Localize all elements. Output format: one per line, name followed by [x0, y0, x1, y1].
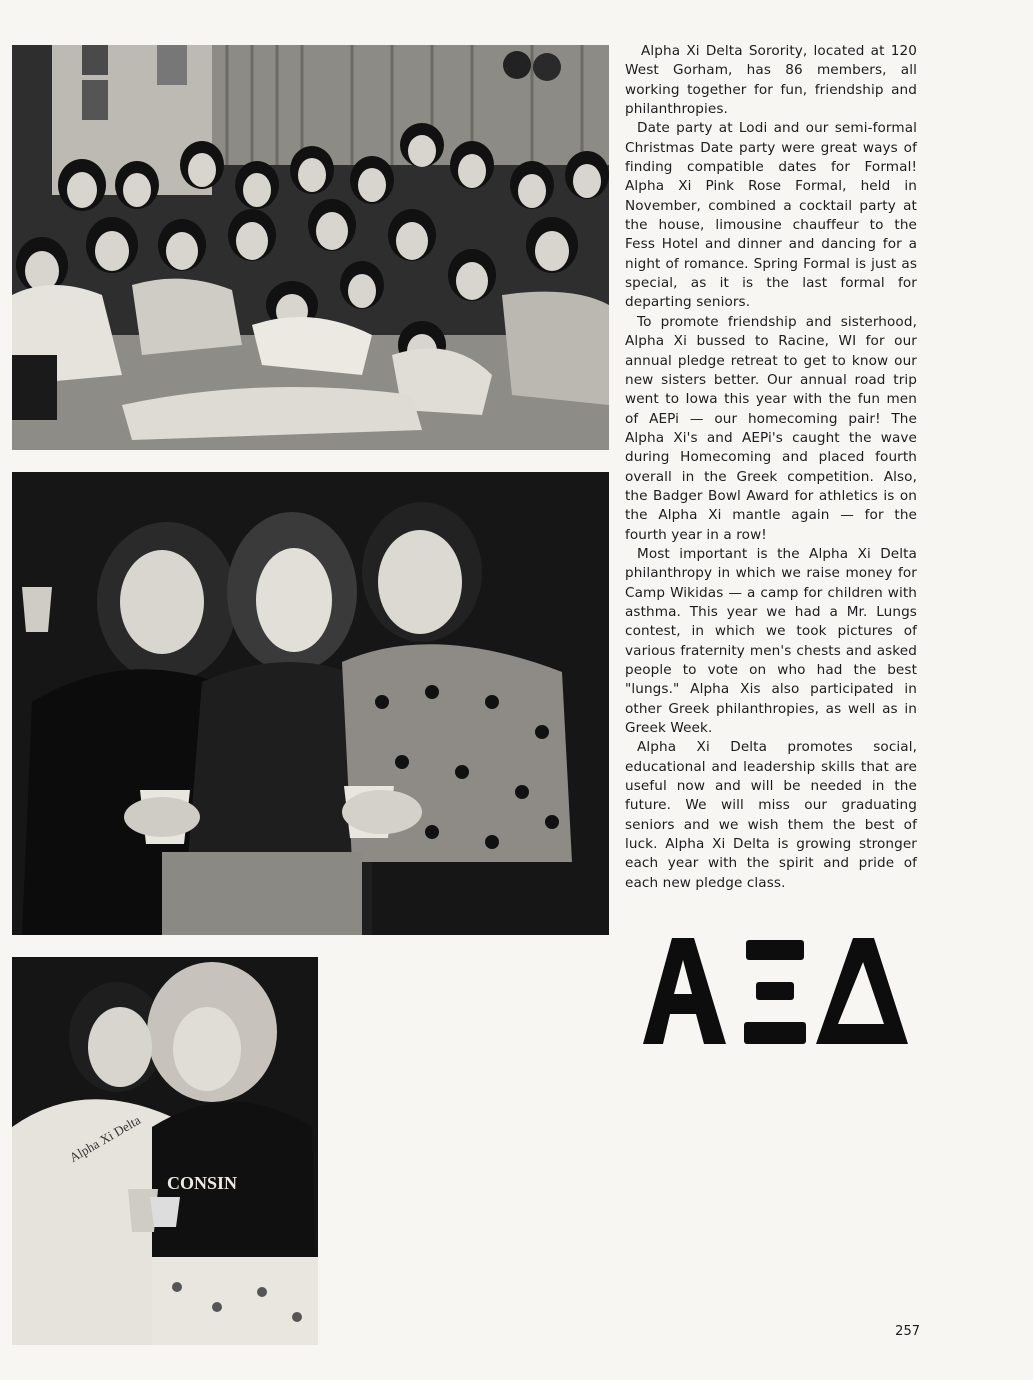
- article-paragraph: Most important is the Alpha Xi Delta philanthropy in which we raise money for Camp Wikidas — a camp for children with asthma. This year we had a Mr. Lungs contest, in which we took pictures of various fraternity men's chests and asked people to vote on who had the best "lungs." Alpha Xis also participated in other Greek philanthropies, as well as in Greek Week.: [625, 545, 917, 737]
- sweatshirt-text: CONSIN: [167, 1173, 238, 1193]
- page-number: 257: [895, 1324, 920, 1339]
- greek-letters-logo: [638, 932, 910, 1050]
- sweatshirt-script-text: Alpha Xi Delta: [66, 1112, 144, 1165]
- article-paragraph: To promote friendship and sisterhood, Alpha Xi bussed to Racine, WI for our annual pledge retreat to get to know our new sisters better. Our annual road trip went to Iowa this year with the fun men of AEPi — our homecoming pair! The Alpha Xi's and AEPi's caught the wave during Homecoming and placed fourth overall in the Greek competition. Also, the Badger Bowl Award for athletics is on the Alpha Xi mantle again — for the fourth year in a row!: [625, 313, 917, 543]
- group-photo: [12, 45, 609, 450]
- article-body: [625, 42, 917, 893]
- article-paragraph: Date party at Lodi and our semi-formal Christmas Date party were great ways of finding compatible dates for Formal! Alpha Xi Pink Rose Formal, held in November, combined a cocktail party at the house, limousine chauffeur to the Fess Hotel and dinner and dancing for a night of romance. Spring Formal is just as special, as it is the last formal for departing seniors.: [625, 120, 917, 311]
- trio-photo: [12, 472, 609, 935]
- article-paragraph: Alpha Xi Delta Sorority, located at 120 West Gorham, has 86 members, all working together for fun, friendship and philanthropies.: [625, 43, 917, 118]
- article-paragraph: Alpha Xi Delta promotes social, educational and leadership skills that are useful now and will be needed in the future. We will miss our graduating seniors and we wish them the best of luck. Alpha Xi Delta is growing stronger each year with the spirit and pride of each new pledge class.: [625, 739, 917, 891]
- duo-photo: [12, 957, 318, 1345]
